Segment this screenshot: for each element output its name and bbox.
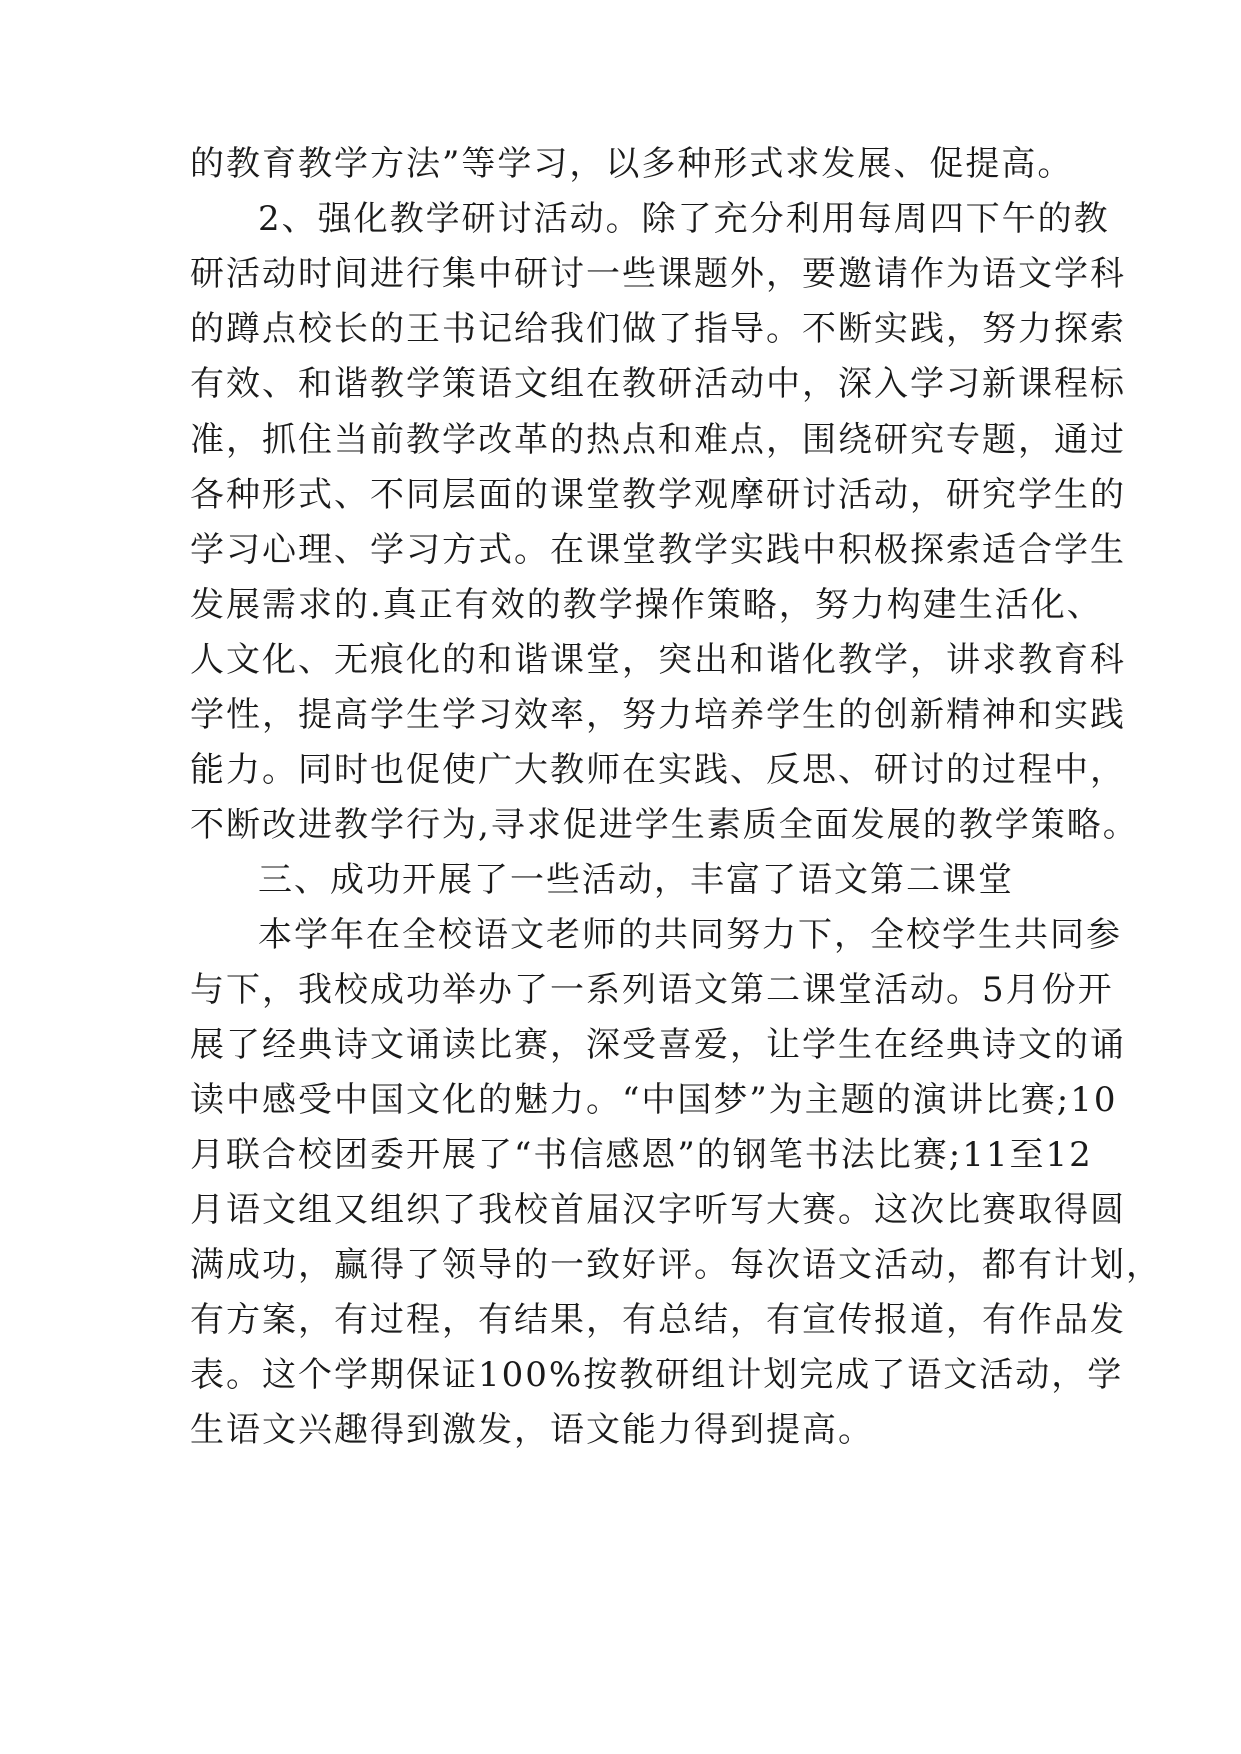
section-heading: 三、成功开展了一些活动，丰富了语文第二课堂 — [258, 860, 1014, 900]
text-line: 2、强化教学研讨活动。除了充分利用每周四下午的教 — [258, 199, 1110, 239]
text-line: 读中感受中国文化的魅力。“中国梦”为主题的演讲比赛;10 — [190, 1080, 1118, 1120]
text-line: 学习心理、学习方式。在课堂教学实践中积极探索适合学生 — [190, 530, 1126, 570]
text-line: 准，抓住当前教学改革的热点和难点，围绕研究专题，通过 — [190, 420, 1126, 460]
text-line: 展了经典诗文诵读比赛，深受喜爱，让学生在经典诗文的诵 — [190, 1025, 1126, 1065]
text-line: 与下，我校成功举办了一系列语文第二课堂活动。5月份开 — [190, 970, 1114, 1010]
text-line: 人文化、无痕化的和谐课堂，突出和谐化教学，讲求教育科 — [190, 640, 1126, 680]
text-line: 满成功，赢得了领导的一致好评。每次语文活动，都有计划， — [190, 1245, 1162, 1285]
text-line: 能力。同时也促使广大教师在实践、反思、研讨的过程中， — [190, 750, 1126, 790]
text-line: 发展需求的.真正有效的教学操作策略，努力构建生活化、 — [190, 585, 1103, 625]
text-line: 研活动时间进行集中研讨一些课题外，要邀请作为语文学科 — [190, 254, 1126, 294]
text-line: 月语文组又组织了我校首届汉字听写大赛。这次比赛取得圆 — [190, 1190, 1126, 1230]
text-line: 的教育教学方法”等学习，以多种形式求发展、促提高。 — [190, 144, 1074, 184]
text-line: 有方案，有过程，有结果，有总结，有宣传报道，有作品发 — [190, 1300, 1126, 1340]
text-line: 月联合校团委开展了“书信感恩”的钢笔书法比赛;11至12 — [190, 1135, 1093, 1175]
text-line: 的蹲点校长的王书记给我们做了指导。不断实践，努力探索 — [190, 309, 1126, 349]
text-line: 本学年在全校语文老师的共同努力下，全校学生共同参 — [258, 915, 1122, 955]
text-line: 不断改进教学行为,寻求促进学生素质全面发展的教学策略。 — [190, 805, 1139, 845]
text-line: 各种形式、不同层面的课堂教学观摩研讨活动，研究学生的 — [190, 475, 1126, 515]
text-line: 学性，提高学生学习效率，努力培养学生的创新精神和实践 — [190, 695, 1126, 735]
text-line: 表。这个学期保证100%按教研组计划完成了语文活动，学 — [190, 1355, 1124, 1395]
text-line: 有效、和谐教学策语文组在教研活动中，深入学习新课程标 — [190, 364, 1126, 404]
text-line: 生语文兴趣得到激发，语文能力得到提高。 — [190, 1410, 874, 1450]
